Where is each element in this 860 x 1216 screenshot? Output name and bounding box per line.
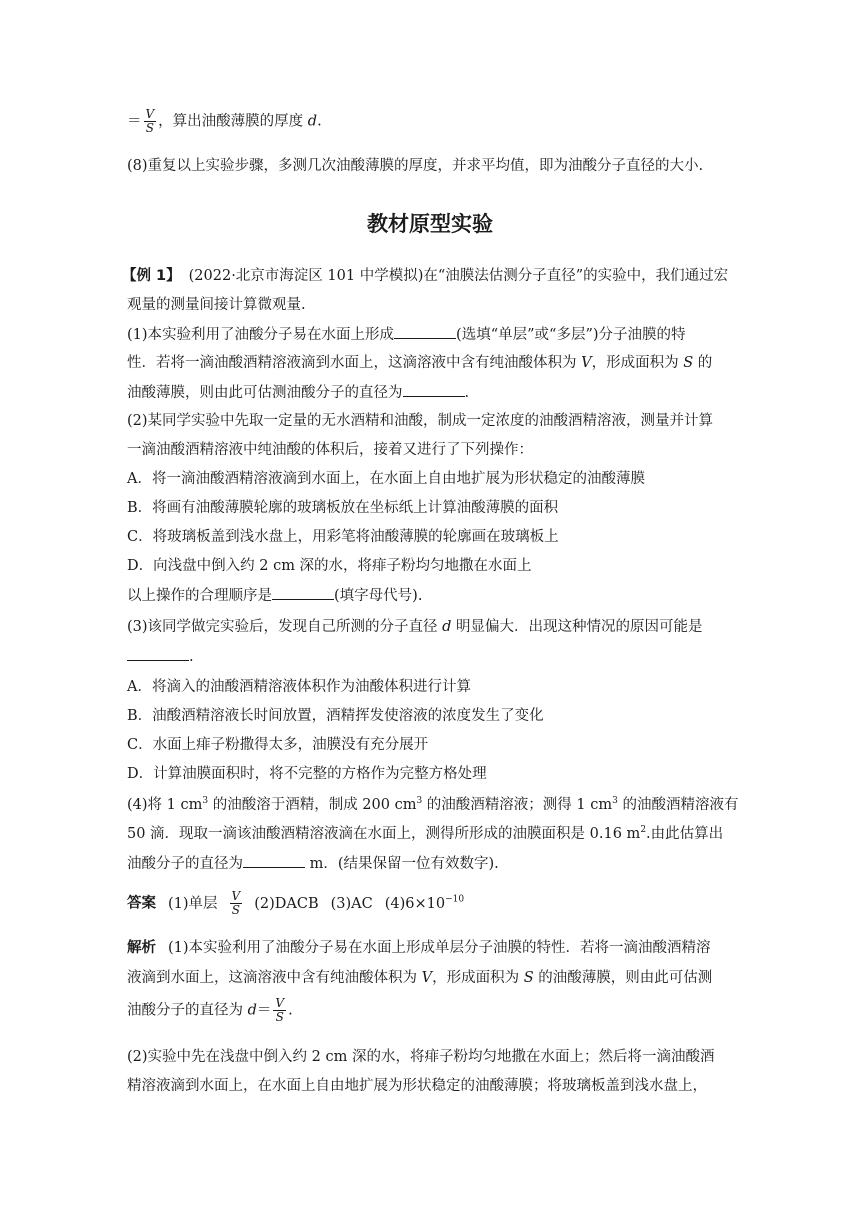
analysis-line-3: [127, 997, 293, 1024]
q3-text-a: (3)该同学做完实验后，发现自己所测的分子直径: [127, 619, 443, 635]
q1-text-g: .: [464, 385, 470, 401]
superscript: 3: [612, 796, 618, 807]
analysis-text-2: 液滴到水面上，这滴溶液中含有纯油酸体积为: [127, 970, 422, 986]
superscript: 3: [416, 796, 423, 807]
variable-d: d: [307, 113, 318, 130]
question-3-option-a: A．将滴入的油酸酒精溶液体积作为油酸体积进行计算: [127, 679, 471, 695]
equals-sign: ＝: [256, 1002, 272, 1019]
question-2-order-line: [127, 585, 422, 606]
example-tag: 【例 1】: [122, 268, 181, 284]
formula-text: ，算出油酸薄膜的厚度: [158, 113, 308, 130]
question-3-line-2: [127, 646, 194, 667]
variable-d: d: [247, 1002, 257, 1019]
question-4-line-3: [127, 853, 499, 874]
variable-v: V: [581, 355, 592, 371]
answer-fraction: [230, 890, 243, 917]
answer-line: [127, 890, 464, 917]
fraction-numerator: V: [275, 996, 285, 1010]
analysis-text-3: 油酸分子的直径为: [127, 1002, 248, 1019]
q4-text-a: (4)将 1 cm: [127, 797, 203, 813]
question-1-line-1: [127, 324, 686, 345]
question-1-line-3: [127, 382, 469, 403]
q4-text-f: .由此估算出: [646, 826, 724, 842]
question-2-line-1: (2)某同学实验中先取一定量的无水酒精和油酸，制成一定浓度的油酸酒精溶液，测量并计算: [127, 413, 714, 429]
analysis-text-1: (1)本实验利用了油酸分子易在水面上形成单层分子油膜的特性．若将一滴油酸酒精溶: [168, 940, 711, 956]
analysis-line-1: [127, 938, 711, 958]
answer-blank: [394, 324, 456, 339]
period: .: [317, 113, 322, 130]
example-intro-text: (2022·北京市海淀区 101 中学模拟)在“油膜法估测分子直径”的实验中，我们通过宏: [188, 268, 729, 284]
q4-text-d: 的油酸酒精溶液有: [617, 797, 739, 813]
q4-text-e: 50 滴．现取一滴该油酸酒精溶液滴在水面上，测得所形成的油膜面积是 0.16 m: [127, 826, 641, 842]
analysis-line-4: (2)实验中先在浅盘中倒入约 2 cm 深的水，将痱子粉均匀地撒在水面上；然后将一滴油酸酒: [127, 1049, 715, 1065]
question-3-line-1: [127, 617, 703, 637]
q1-text-d: ，形成面积为: [591, 355, 684, 371]
question-2-option-b: B．将画有油酸薄膜轮廓的玻璃板放在坐标纸上计算油酸薄膜的面积: [127, 500, 559, 516]
answer-blank: [403, 382, 465, 397]
q2-order-suffix: (填字母代号).: [334, 588, 423, 604]
superscript: 2: [640, 825, 647, 836]
variable-s: S: [683, 355, 694, 371]
q4-text-h: m．(结果保留一位有效数字).: [305, 856, 499, 872]
answer-2: (2)DACB: [254, 895, 319, 912]
question-1-line-2: [127, 353, 712, 373]
fraction-denominator: S: [145, 121, 154, 135]
question-2-option-a: A．将一滴油酸酒精溶液滴到水面上，在水面上自由地扩展为形状稳定的油酸薄膜: [127, 471, 645, 487]
fraction-numerator: V: [145, 107, 155, 121]
q4-text-b: 的油酸溶于酒精，制成 200 cm: [208, 797, 417, 813]
question-3-option-c: C．水面上痱子粉撒得太多，油膜没有充分展开: [127, 737, 429, 753]
superscript: 3: [202, 796, 209, 807]
q1-text-e: 的: [693, 355, 713, 371]
question-3-option-b: B．油酸酒精溶液长时间放置，酒精挥发使溶液的浓度发生了变化: [127, 708, 544, 724]
analysis-fraction: [273, 997, 286, 1024]
answer-blank: [272, 585, 334, 600]
answer-blank: [127, 646, 189, 661]
q4-text-c: 的油酸酒精溶液；测得 1 cm: [422, 797, 613, 813]
answer-4: (4)6×10: [384, 895, 446, 912]
q1-text-b: (选填“单层”或“多层”)分子油膜的特: [456, 327, 686, 343]
q4-text-g: 油酸分子的直径为: [127, 856, 243, 872]
answer-label: 答案: [127, 895, 156, 912]
section-title: 教材原型实验: [367, 212, 493, 236]
variable-s: S: [523, 970, 534, 986]
analysis-text-2c: 的油酸薄膜，则由此可估测: [533, 970, 713, 986]
example-intro-line-2: 观量的测量间接计算微观量.: [127, 297, 306, 313]
q3-end: .: [189, 649, 194, 665]
fraction-denominator: S: [275, 1010, 284, 1024]
q1-text-f: 油酸薄膜，则由此可估测油酸分子的直径为: [127, 385, 403, 401]
equals-sign: ＝: [127, 113, 142, 130]
analysis-line-2: [127, 968, 712, 988]
fraction-v-over-s: [144, 108, 157, 135]
q3-text-b: 明显偏大．出现这种情况的原因可能是: [451, 619, 703, 635]
answer-blank: [243, 853, 305, 868]
superscript: −10: [445, 894, 465, 905]
question-2-option-d: D．向浅盘中倒入约 2 cm 深的水，将痱子粉均匀地撒在水面上: [127, 558, 532, 574]
q1-text-c: 性．若将一滴油酸酒精溶液滴到水面上，这滴溶液中含有纯油酸体积为: [127, 355, 582, 371]
q2-order-text: 以上操作的合理顺序是: [127, 588, 272, 604]
step-8: (8)重复以上实验步骤，多测几次油酸薄膜的厚度，并求平均值，即为油酸分子直径的大小.: [127, 158, 704, 174]
question-3-option-d: D．计算油膜面积时，将不完整的方格作为完整方格处理: [127, 766, 487, 782]
question-2-line-2: 一滴油酸酒精溶液中纯油酸的体积后，接着又进行了下列操作：: [127, 442, 533, 458]
analysis-label: 解析: [127, 940, 156, 956]
question-4-line-1: [127, 795, 738, 815]
analysis-line-5: 精溶液滴到水面上，在水面上自由地扩展为形状稳定的油酸薄膜；将玻璃板盖到浅水盘上，: [127, 1078, 707, 1094]
question-4-line-2: [127, 824, 723, 844]
fraction-numerator: V: [231, 889, 241, 903]
analysis-text-2b: ，形成面积为: [432, 970, 524, 986]
period: .: [288, 1002, 293, 1019]
answer-1: (1)单层: [168, 895, 218, 912]
variable-v: V: [421, 970, 433, 986]
answer-3: (3)AC: [330, 895, 373, 912]
q1-text-a: (1)本实验利用了油酸分子易在水面上形成: [127, 327, 395, 343]
example-intro-line-1: [122, 266, 728, 286]
formula-line: [127, 108, 322, 135]
question-2-option-c: C．将玻璃板盖到浅水盘上，用彩笔将油酸薄膜的轮廓画在玻璃板上: [127, 529, 559, 545]
variable-d: d: [442, 619, 452, 635]
fraction-denominator: S: [231, 903, 240, 917]
